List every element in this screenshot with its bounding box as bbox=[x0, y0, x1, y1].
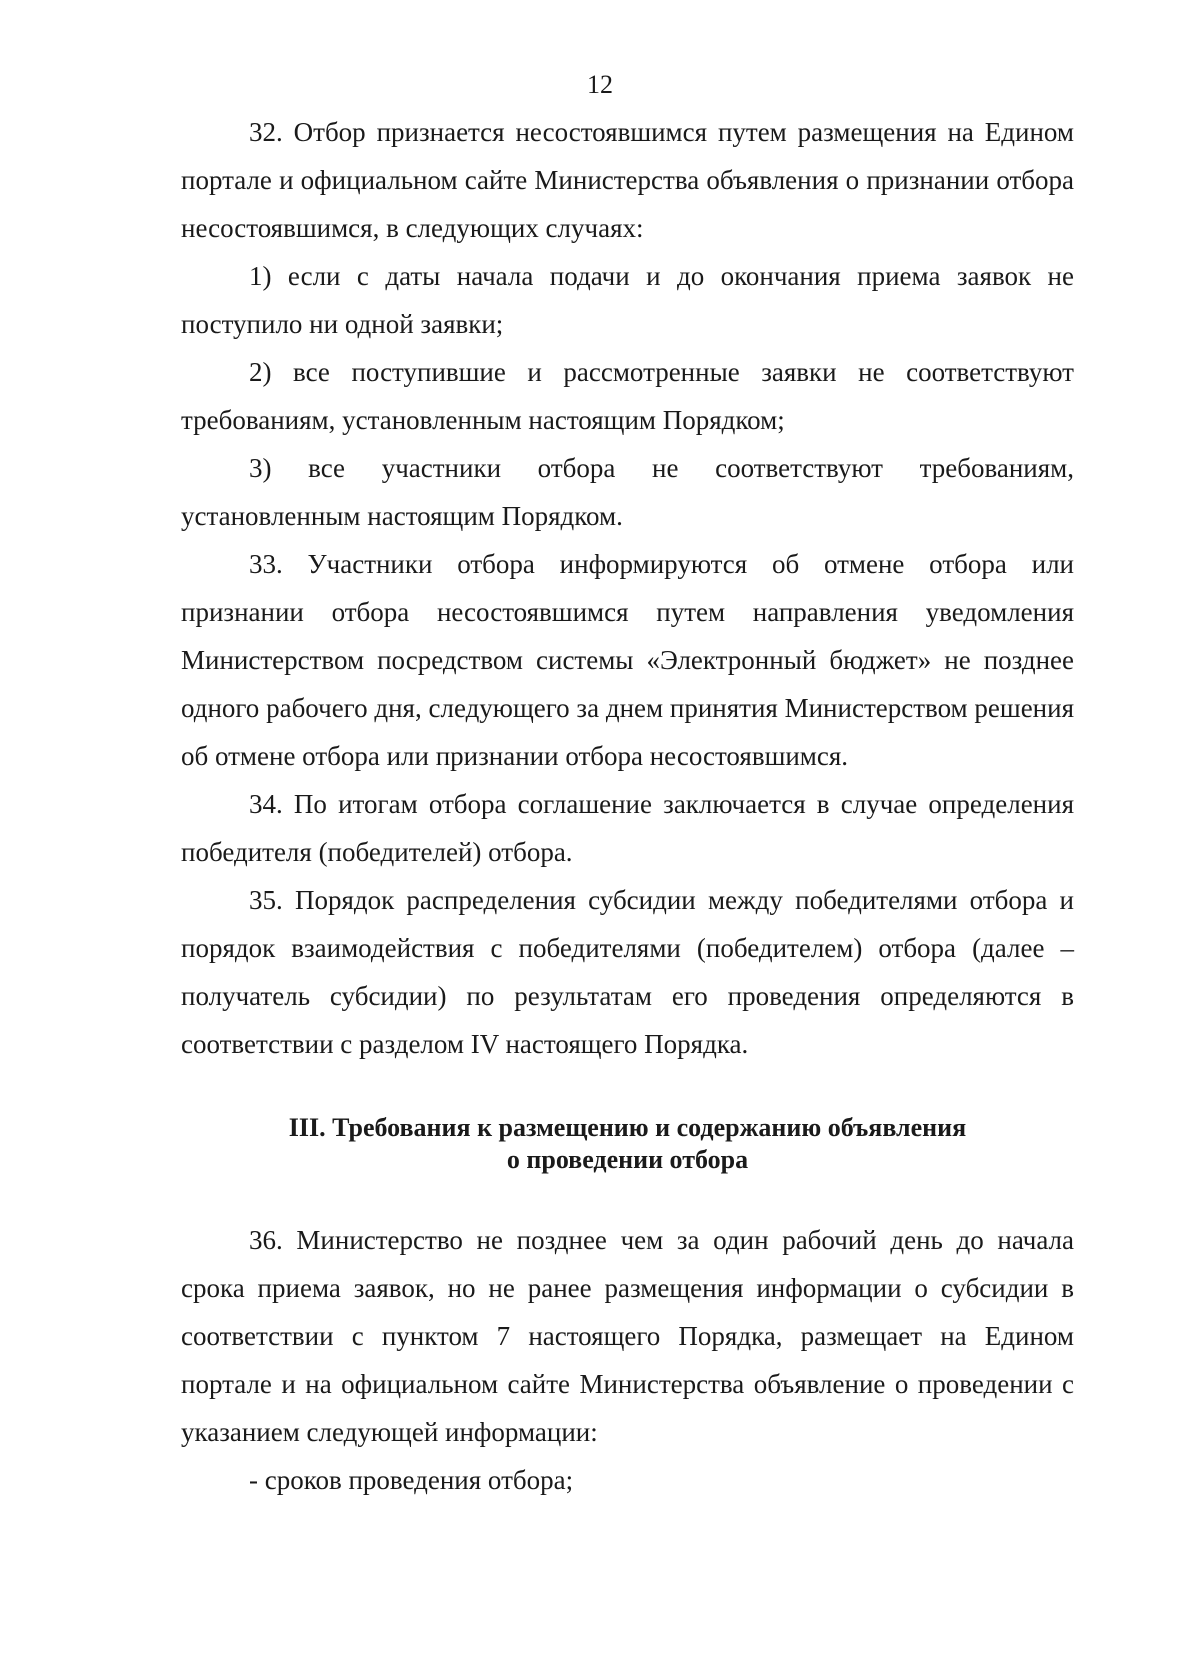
section-heading bbox=[181, 1112, 1074, 1176]
section-heading-line-1: III. Требования к размещению и содержанию объявления bbox=[288, 1113, 967, 1142]
page-number: 12 bbox=[587, 70, 613, 99]
paragraph-32-item-2: 2) все поступившие и рассмотренные заявки не соответствуют требованиям, установленным настоящим Порядком; bbox=[181, 357, 1074, 435]
paragraph-36-item-1: - сроков проведения отбора; bbox=[249, 1465, 574, 1495]
paragraph-34: 34. По итогам отбора соглашение заключается в случае определения победителя (победителей) отбора. bbox=[181, 789, 1074, 867]
paragraph-33: 33. Участники отбора информируются об отмене отбора или признании отбора несостоявшимся путем направления уведомления Министерством посредством системы «Электронный бюджет» не позднее одного рабочего дня, следующего за днем принятия Министерством решения об отмене отбора или признании отбора несостоявшимся. bbox=[181, 549, 1074, 771]
paragraph-35: 35. Порядок распределения субсидии между победителями отбора и порядок взаимодействия с победителями (победителем) отбора (далее – получатель субсидии) по результатам его проведения определяются в соответствии с разделом IV настоящего Порядка. bbox=[181, 885, 1074, 1059]
paragraph-32-item-1: 1) если с даты начала подачи и до окончания приема заявок не поступило ни одной заявки; bbox=[181, 261, 1074, 339]
document-body bbox=[181, 108, 1074, 1504]
section-heading-line-2: о проведении отбора bbox=[506, 1145, 749, 1174]
paragraph-32-item-3: 3) все участники отбора не соответствуют требованиям, установленным настоящим Порядком. bbox=[181, 453, 1074, 531]
paragraph-32: 32. Отбор признается несостоявшимся путем размещения на Едином портале и официальном сайте Министерства объявления о признании отбора несостоявшимся, в следующих случаях: bbox=[181, 117, 1074, 243]
paragraph-36: 36. Министерство не позднее чем за один рабочий день до начала срока приема заявок, но не ранее размещения информации о субсидии в соответствии с пунктом 7 настоящего Порядка, размещает на Едином портале и на официальном сайте Министерства объявление о проведении с указанием следующей информации: bbox=[181, 1225, 1074, 1447]
